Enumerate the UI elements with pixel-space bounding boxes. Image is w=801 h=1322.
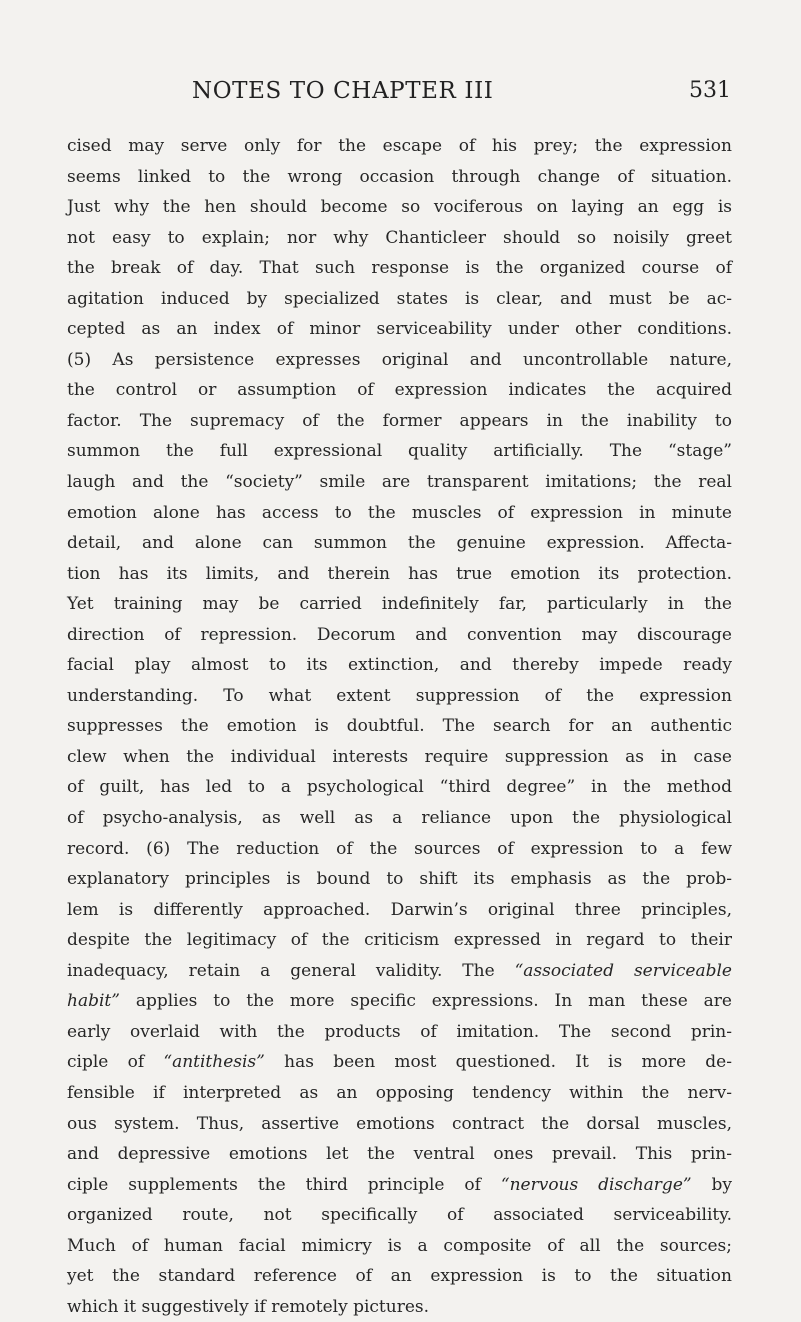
text-line: and depressive emotions let the ventral ones prevail. This prin- (67, 1144, 732, 1165)
text-line: inadequacy, retain a general validity. The “associated serviceable (67, 960, 732, 981)
italic-term: “nervous discharge” (500, 1174, 692, 1195)
text-line: direction of repression. Decorum and convention may discourage (67, 624, 732, 645)
text-line: of guilt, has led to a psychological “third degree” in the method (67, 777, 732, 798)
page-number: 531 (689, 78, 731, 103)
body-paragraph (67, 131, 732, 1322)
text-line: yet the standard reference of an expression is to the situation (67, 1266, 732, 1287)
text-line: organized route, not specifically of associated serviceability. (67, 1205, 732, 1226)
text-line: cepted as an index of minor serviceability under other conditions. (67, 319, 732, 340)
text-line: Much of human facial mimicry is a composite of all the sources; (67, 1235, 732, 1256)
text-line: tion has its limits, and therein has true emotion its protection. (67, 563, 732, 584)
text-line: detail, and alone can summon the genuine expression. Affecta- (67, 533, 732, 554)
text-line: of psycho-analysis, as well as a reliance upon the physiological (67, 808, 732, 829)
text-line: Just why the hen should become so vociferous on laying an egg is (67, 197, 732, 218)
text-line: ous system. Thus, assertive emotions contract the dorsal muscles, (67, 1113, 732, 1134)
text-line: fensible if interpreted as an opposing tendency within the nerv- (67, 1082, 732, 1103)
running-title: NOTES TO CHAPTER III (192, 78, 494, 104)
text-line: ciple of “antithesis” has been most questioned. It is more de- (67, 1052, 732, 1073)
text-line: explanatory principles is bound to shift its emphasis as the prob- (67, 869, 732, 890)
text-line: Yet training may be carried indefinitely far, particularly in the (67, 594, 732, 615)
text-line: suppresses the emotion is doubtful. The search for an authentic (67, 716, 732, 737)
text-line: lem is differently approached. Darwin’s original three principles, (67, 899, 732, 920)
text-line: which it suggestively if remotely pictures. (67, 1296, 430, 1317)
text-line: understanding. To what extent suppression of the expression (67, 685, 732, 706)
italic-term: “antithesis” (163, 1052, 265, 1073)
text-line: summon the full expressional quality artificially. The “stage” (67, 441, 732, 462)
text-line: the break of day. That such response is the organized course of (67, 258, 732, 279)
text-line: cised may serve only for the escape of his prey; the expression (67, 136, 732, 156)
text-line: despite the legitimacy of the criticism expressed in regard to their (67, 930, 732, 951)
italic-term: “associated serviceable (514, 960, 732, 981)
text-line: agitation induced by specialized states is clear, and must be ac- (67, 288, 732, 309)
text-line: emotion alone has access to the muscles of expression in minute (67, 502, 732, 523)
text-line: record. (6) The reduction of the sources of expression to a few (67, 838, 732, 859)
text-line: laugh and the “society” smile are transparent imitations; the real (67, 472, 732, 493)
text-line: seems linked to the wrong occasion through change of situation. (67, 166, 732, 187)
text-line: habit” applies to the more specific expressions. In man these are (67, 991, 732, 1012)
text-line: (5) As persistence expresses original and uncontrollable nature, (67, 349, 732, 370)
text-line: early overlaid with the products of imitation. The second prin- (67, 1021, 732, 1042)
text-line: clew when the individual interests require suppression as in case (67, 746, 732, 767)
text-line: facial play almost to its extinction, and thereby impede ready (67, 655, 732, 676)
text-line: factor. The supremacy of the former appears in the inability to (67, 410, 732, 431)
text-line: the control or assumption of expression indicates the acquired (67, 380, 732, 401)
text-line: not easy to explain; nor why Chanticleer should so noisily greet (67, 227, 732, 248)
italic-term: habit” (67, 991, 120, 1012)
text-line: ciple supplements the third principle of “nervous discharge” by (67, 1174, 732, 1195)
